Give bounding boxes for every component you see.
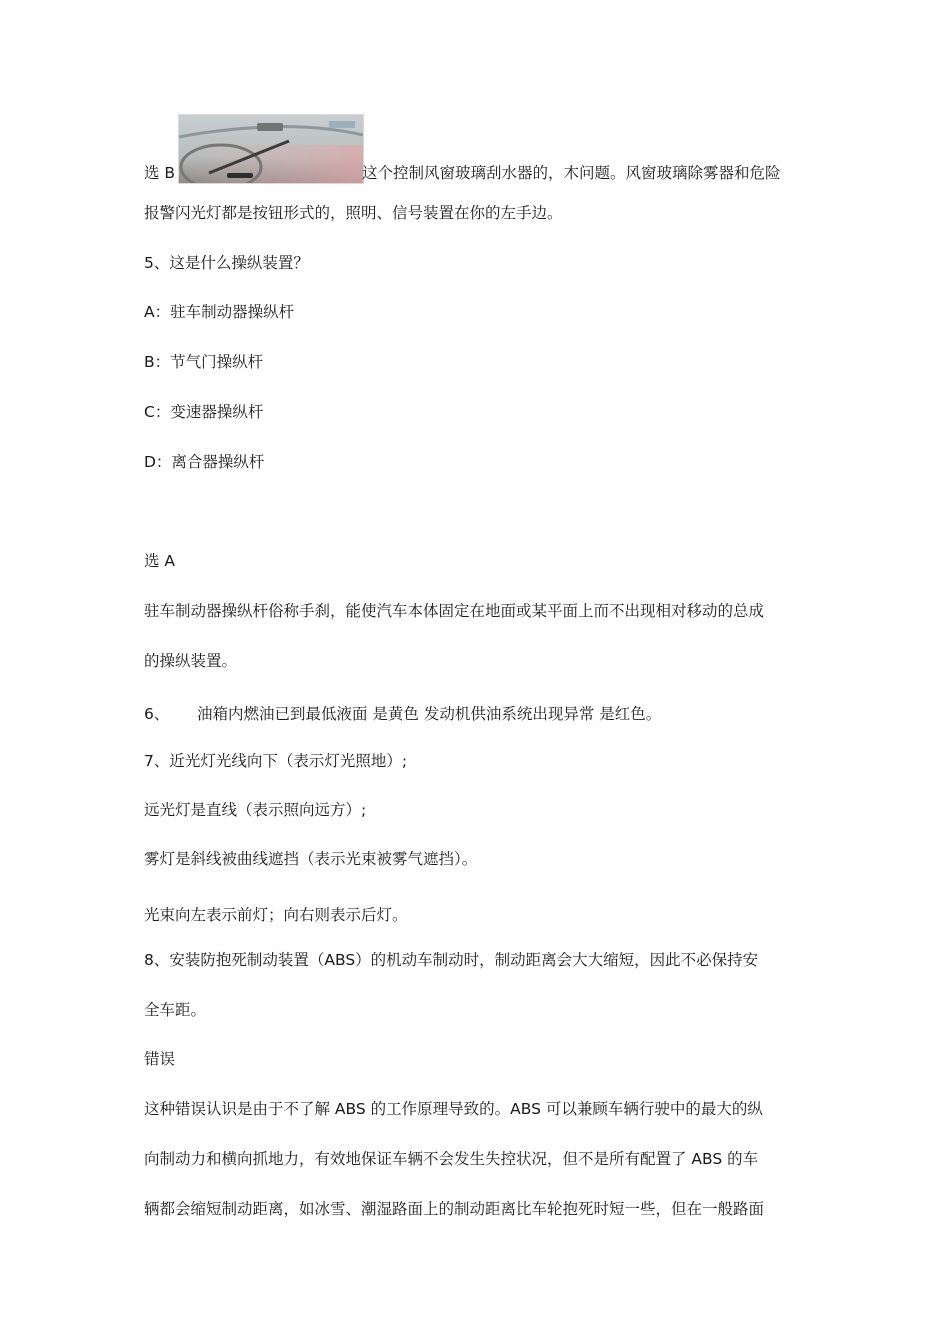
answer-5: 选 A [144,552,176,570]
answer-4-explanation-1: 这个控制风窗玻璃刮水器的，木问题。风窗玻璃除雾器和危险 [362,164,781,182]
option-a: A：驻车制动器操纵杆 [144,303,295,321]
option-b: B：节气门操纵杆 [144,353,264,371]
explanation-8-line-3: 辆都会缩短制动距离，如冰雪、潮湿路面上的制动距离比车轮抱死时短一些，但在一般路面 [144,1200,765,1218]
answer-4-explanation-2: 报警闪光灯都是按钮形式的，照明、信号装置在你的左手边。 [144,204,563,222]
wiper-control-photo [178,114,364,184]
explanation-8-line-1: 这种错误认识是由于不了解 ABS 的工作原理导致的。ABS 可以兼顾车辆行驶中的最大的纵 [144,1100,763,1118]
explanation-5-line-1: 驻车制动器操纵杆俗称手刹，能使汽车本体固定在地面或某平面上而不出现相对移动的总成 [144,602,765,620]
question-7-line-3: 雾灯是斜线被曲线遮挡（表示光束被雾气遮挡）。 [144,850,478,868]
question-8-line-2: 全车距。 [144,1001,207,1019]
question-7-line-4: 光束向左表示前灯；向右则表示后灯。 [144,906,408,924]
question-7-line-2: 远光灯是直线（表示照向远方）; [144,801,367,819]
question-5: 5、这是什么操纵装置？ [144,254,309,272]
answer-4-line [144,163,175,183]
option-c: C：变速器操纵杆 [144,403,264,421]
answer-8: 错误 [144,1050,176,1068]
question-6-text: 油箱内燃油已到最低液面 是黄色 发动机供油系统出现异常 是红色。 [197,705,662,723]
option-d: D：离合器操纵杆 [144,453,265,471]
explanation-8-line-2: 向制动力和横向抓地力，有效地保证车辆不会发生失控状况，但不是所有配置了 ABS 的车 [144,1150,759,1168]
question-8-line-1: 8、安装防抱死制动装置（ABS）的机动车制动时，制动距离会大大缩短，因此不必保持安 [144,951,759,969]
question-6-number: 6、 [144,705,170,723]
windshield-wiper-image [179,115,363,183]
explanation-5-line-2: 的操纵装置。 [144,652,238,670]
answer-4-prefix: 选 B [144,164,176,182]
question-7-line-1: 7、近光灯光线向下（表示灯光照地）; [144,752,408,770]
